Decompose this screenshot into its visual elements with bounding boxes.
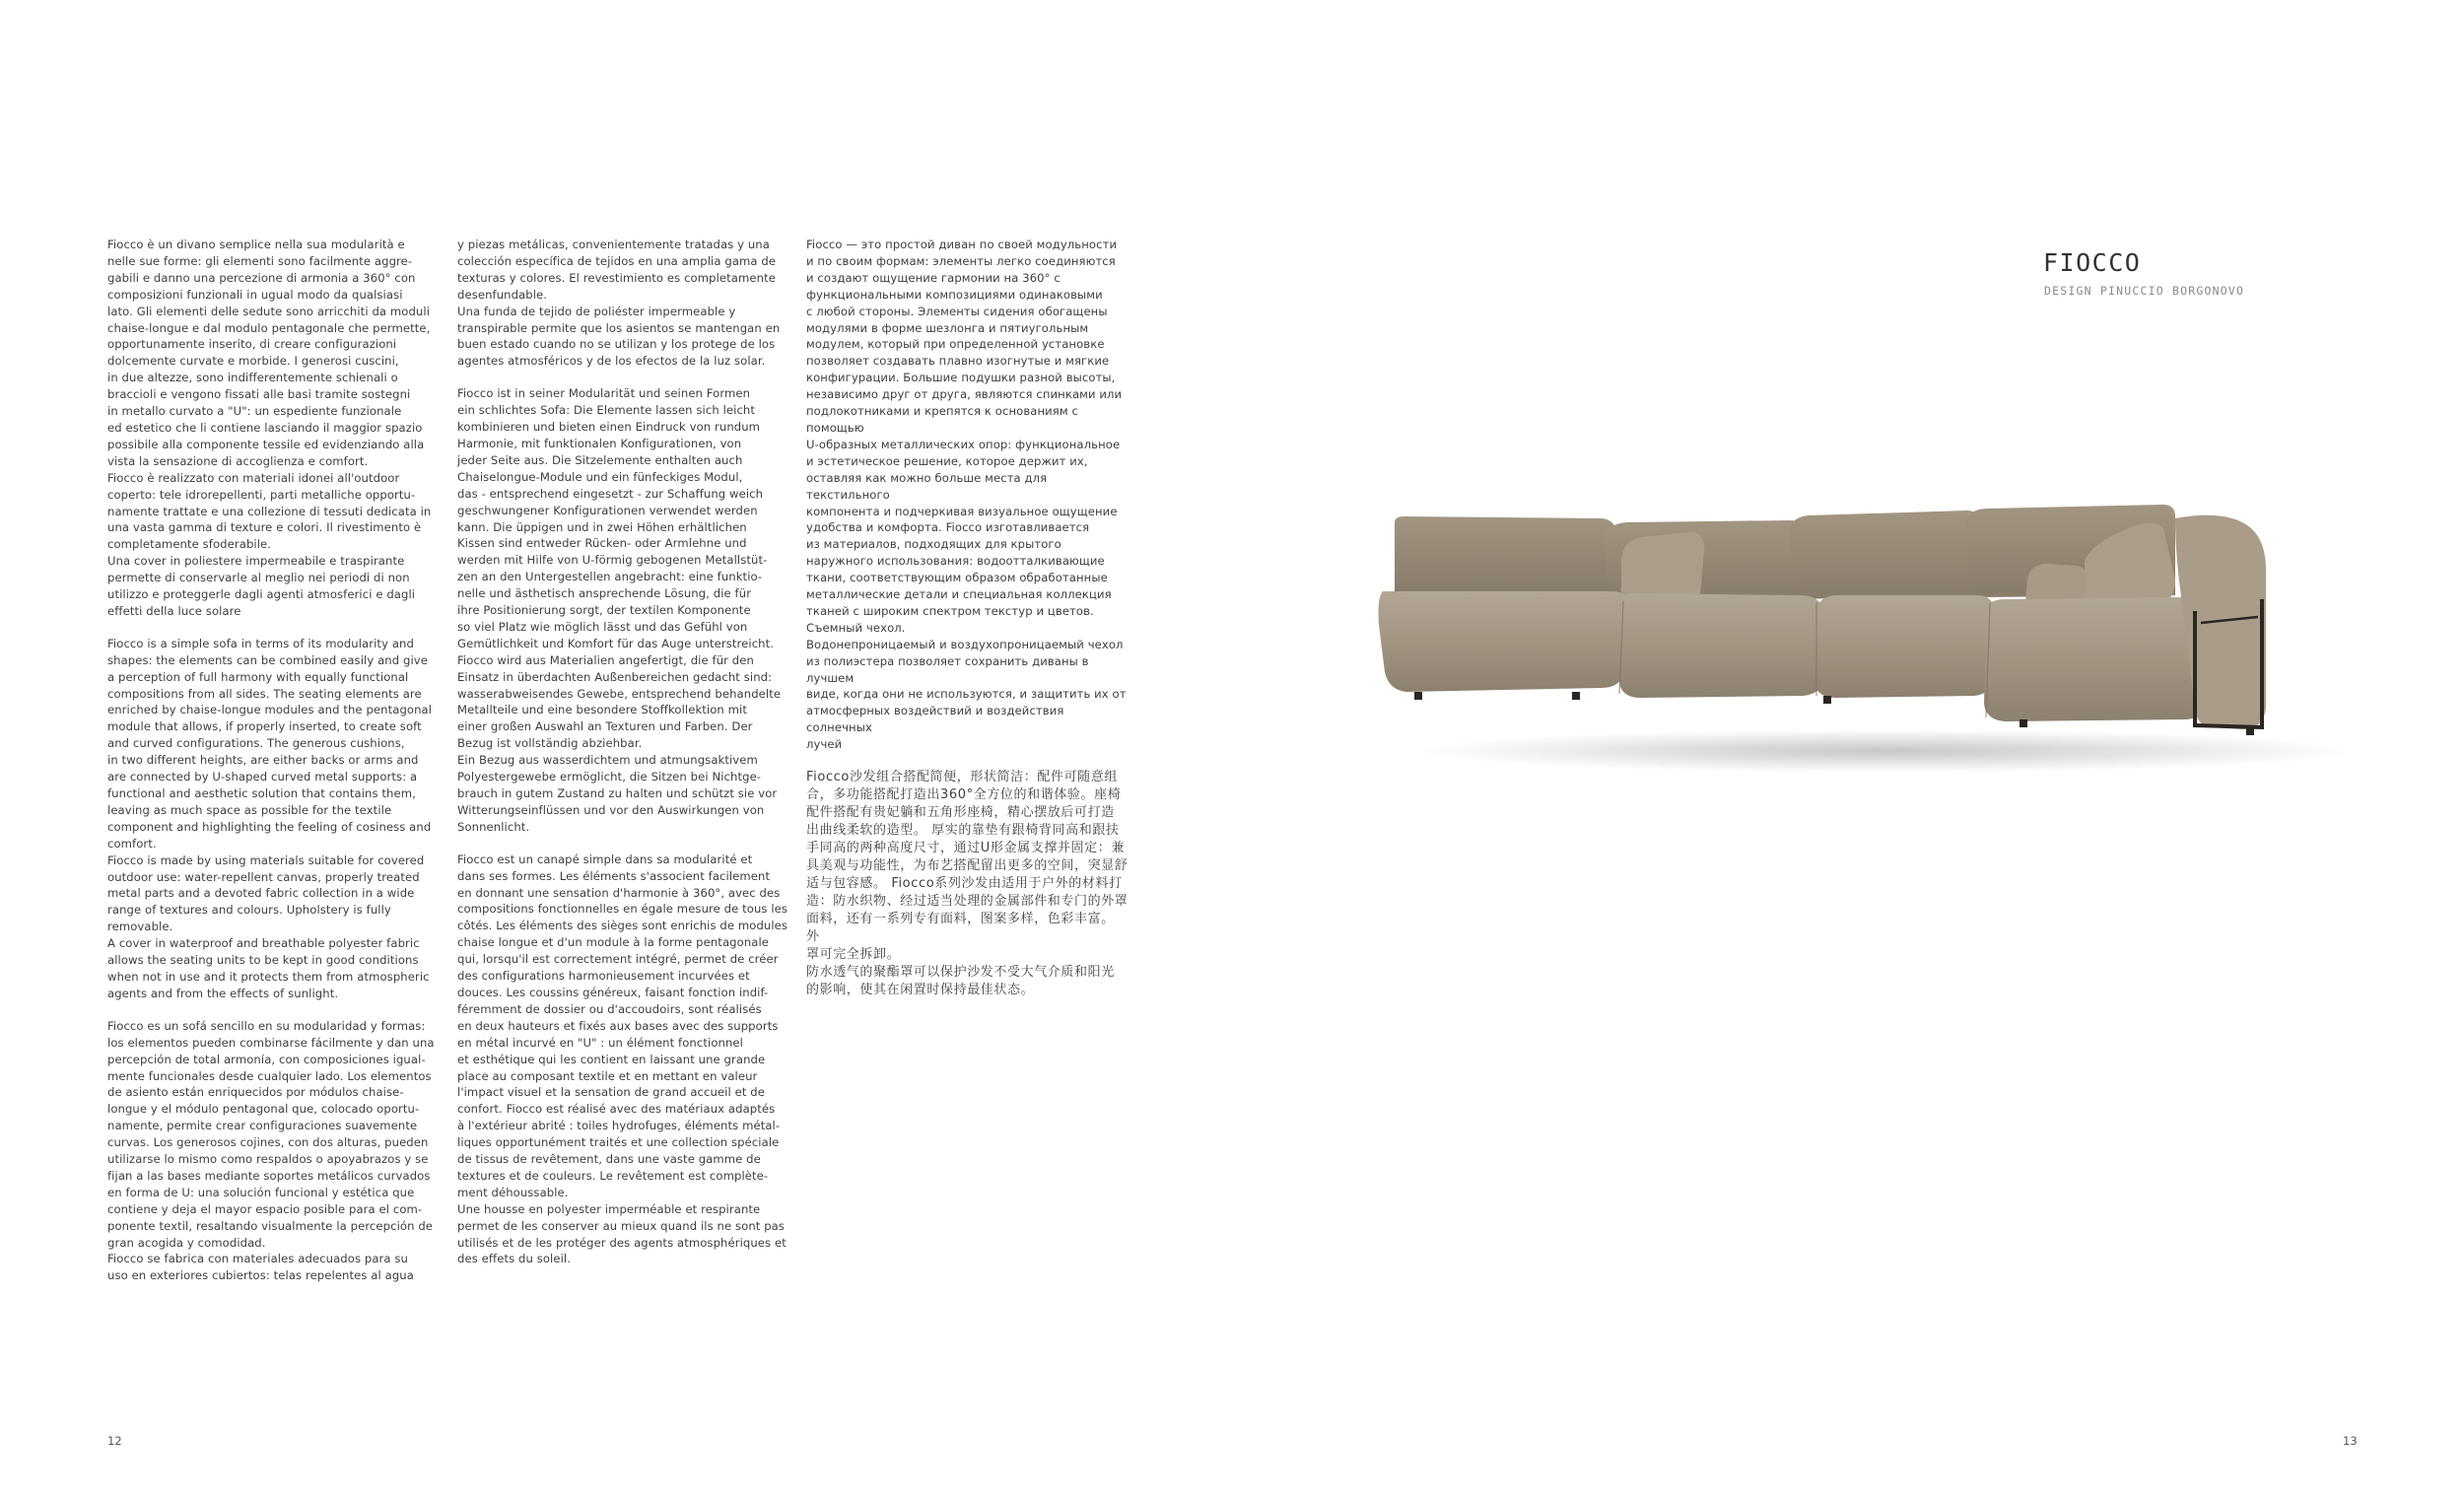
paragraph-russian: Fiocco — это простой диван по своей модульности и по своим формам: элементы легко соединяются и создают ощущение гармонии на 360° с функциональными композициями одинаковыми с любой стороны. Элементы сидения обогащены модулями в форме шезлонга и пятиугольным модулем, который при определенной установке позволяет создавать плавно изогнутые и мягкие конфигурации. Большие подушки разной высоты, независимо друг от друга, являются спинками или подлокотниками и крепятся к основаниям с помощью U-образных металлических опор: функциональное и эстетическое решение, которое держит их, оставляя как можно больше места для текстильного компонента и подчеркивая визуальное ощущение удобства и комфорта. Fiocco изготавливается из материалов, подходящих для крытого наружного использования: водоотталкивающие ткани, соответствующим образом обработанные металлические детали и специальная коллекция тканей с широким спектром текстур и цветов. Съемный чехол. Водонепроницаемый и воздухопроницаемый чехол из полиэстера позволяет сохранить диваны в лучшем виде, когда они не используются, и защитить их от атмосферных воздействий и воздействия солнечных лучей <box>806 238 1127 752</box>
paragraph-spanish-cont: y piezas metálicas, convenientemente tratadas y una colección específica de tejidos en una amplia gama de texturas y colores. El revestimiento es completamente desenfundable. Una funda de tejido de poliéster impermeable y transpirable permite que los asientos se mantengan en buen estado cuando no se utilizan y los protege de los agentes atmosféricos y de los efectos de la luz solar. <box>457 238 781 369</box>
designer-credit: DESIGN PINUCCIO BORGONOVO <box>2044 284 2245 298</box>
paragraph-french: Fiocco est un canapé simple dans sa modularité et dans ses formes. Les éléments s'associent facilement en donnant une sensation d'harmonie à 360°, avec des compositions fonctionnelles en égale mesure de tous les côtés. Les éléments des sièges sont enrichis de modules chaise longue et d'un module à la forme pentagonale qui, lorsqu'il est correctement intégré, permet de créer des configurations harmonieusement incurvées et douces. Les coussins généreux, faisant fonction indif- féremment de dossier ou d'accoudoirs, sont réalisés en deux hauteurs et fixés aux bases avec des supports en métal incurvé en "U" : un élément fonctionnel et esthétique qui les contient en laissant une grande place au composant textile et en mettant en valeur l'impact visuel et la sensation de grand accueil et de confort. Fiocco est réalisé avec des matériaux adaptés à l'extérieur abrité : toiles hydrofuges, éléments métal- liques opportunément traités et une collection spéciale de tissus de revêtement, dans une vaste gamme de textures et de couleurs. Le revêtement est complète- ment déhoussable. Une housse en polyester imperméable et respirante permet de les conserver au mieux quand ils ne sont pas utilisés et de les protéger des agents atmosphériques et des effets du soleil. <box>457 852 788 1266</box>
paragraph-chinese: Fiocco沙发组合搭配简便，形状简洁：配件可随意组 合，多功能搭配打造出360°全方位的和谐体验。座椅 配件搭配有贵妃躺和五角形座椅，精心摆放后可打造 出曲线柔软的造型。 厚实的靠垫有跟椅背同高和跟扶 手同高的两种高度尺寸，通过U形金属支撑并固定：兼 具美观与功能性，为布艺搭配留出更多的空间，突显舒 适与包容感。 Fiocco系列沙发由适用于户外的材料打 造：防水织物、经过适当处理的金属部件和专门的外罩 面料，还有一系列专有面料，图案多样，色彩丰富。 外 罩可完全拆卸。 防水透气的聚酯罩可以保护沙发不受大气介质和阳光 的影响，使其在闲置时保持最佳状态。 <box>806 770 1129 998</box>
sofa-photo <box>1375 501 2343 777</box>
paragraph-german: Fiocco ist in seiner Modularität und seinen Formen ein schlichtes Sofa: Die Elemente lassen sich leicht kombinieren und bieten einen Eindruck von rundum Harmonie, mit funktionalen Konfigurationen, von jeder Seite aus. Die Sitzelemente enthalten auch Chaiselongue-Module und ein fünfeckiges Modul, das - entsprechend eingesetzt - zur Schaffung weich geschwungener Konfigurationen verwendet werden kann. Die üppigen und in zwei Höhen erhältlichen Kissen sind entweder Rücken- oder Armlehne und werden mit Hilfe von U-förmig gebogenen Metallstüt- zen an den Untergestellen angebracht: eine funktio- nelle und ästhetisch ansprechende Lösung, die für ihre Positionierung sorgt, der textilen Komponente so viel Platz wie möglich lässt und das Gefühl von Gemütlichkeit und Komfort für das Auge unterstreicht. Fiocco wird aus Materialien angefertigt, die für den Einsatz in überdachten Außenbereichen gedacht sind: wasserabweisendes Gewebe, entsprechend behandelte Metallteile und eine besondere Stoffkollektion mit einer großen Auswahl an Texturen und Farben. Der Bezug ist vollständig abziehbar. Ein Bezug aus wasserdichtem und atmungsaktivem Polyestergewebe ermöglicht, die Sitzen bei Nichtge- brauch in gutem Zustand zu halten und schützt sie vor Witterungseinflüssen und vor den Auswirkungen von Sonnenlicht. <box>457 386 782 834</box>
product-title: FIOCCO <box>2043 248 2142 277</box>
text-column-left <box>107 237 443 1284</box>
paragraph-italian: Fiocco è un divano semplice nella sua modularità e nelle sue forme: gli elementi sono facilmente aggre- gabili e danno una percezione di armonia a 360° con composizioni funzionali in ugual modo da qualsiasi lato. Gli elementi delle sedute sono arricchiti da moduli chaise-longue e dal modulo pentagonale che permette, opportunamente inserito, di creare configurazioni dolcemente curvate e morbide. I generosi cuscini, in due altezze, sono indifferentemente schienali o braccioli e vengono fissati alle basi tramite sostegni in metallo curvato a "U": un espediente funzionale ed estetico che li contiene lasciando il maggior spazio possibile alla componente tessile ed evidenziando alla vista la sensazione di accoglienza e comfort. Fiocco è realizzato con materiali idonei all'outdoor coperto: tele idrorepellenti, parti metalliche opportu- namente trattate e una collezione di tessuti dedicata in una vasta gamma di texture e colori. Il rivestimento è completamente sfoderabile. Una cover in poliestere impermeabile e traspirante permette di conservarle al meglio nei periodi di non utilizzo e proteggerle dagli agenti atmosferici e dagli effetti della luce solare <box>107 238 432 618</box>
text-column-right <box>806 237 1131 999</box>
page-number-right: 13 <box>2343 1434 2358 1448</box>
text-column-middle <box>457 237 797 1267</box>
paragraph-spanish: Fiocco es un sofá sencillo en su modularidad y formas: los elementos pueden combinarse fácilmente y dan una percepción de total armonía, con composiciones igual- mente funcionales desde cualquier lado. Los elementos de asiento están enriquecidos por módulos chaise- longue y el módulo pentagonal que, colocado oportu- namente, permite crear configuraciones suavemente curvas. Los generosos cojines, con dos alturas, pueden utilizarse lo mismo como respaldos o apoyabrazos y se fijan a las bases mediante soportes metálicos curvados en forma de U: una solución funcional y estética que contiene y deja el mayor espacio posible para el com- ponente textil, resaltando visualmente la percepción de gran acogida y comodidad. Fiocco se fabrica con materiales adecuados para su uso en exteriores cubiertos: telas repelentes al agua <box>107 1018 435 1283</box>
paragraph-english: Fiocco is a simple sofa in terms of its modularity and shapes: the elements can be combined easily and give a perception of full harmony with equally functional compositions from all sides. The seating elements are enriched by chaise-longue modules and the pentagonal module that allows, if properly inserted, to create soft and curved configurations. The generous cushions, in two different heights, are either backs or arms and are connected by U-shaped curved metal supports: a functional and aesthetic solution that contains them, leaving as much space as possible for the textile component and highlighting the feeling of cosiness and comfort. Fiocco is made by using materials suitable for covered outdoor use: water-repellent canvas, properly treated metal parts and a devoted fabric collection in a wide range of textures and colours. Upholstery is fully removable. A cover in waterproof and breathable polyester fabric allows the seating units to be kept in good conditions when not in use and it protects them from atmospheric agents and from the effects of sunlight. <box>107 636 433 1000</box>
page-number-left: 12 <box>107 1434 122 1448</box>
